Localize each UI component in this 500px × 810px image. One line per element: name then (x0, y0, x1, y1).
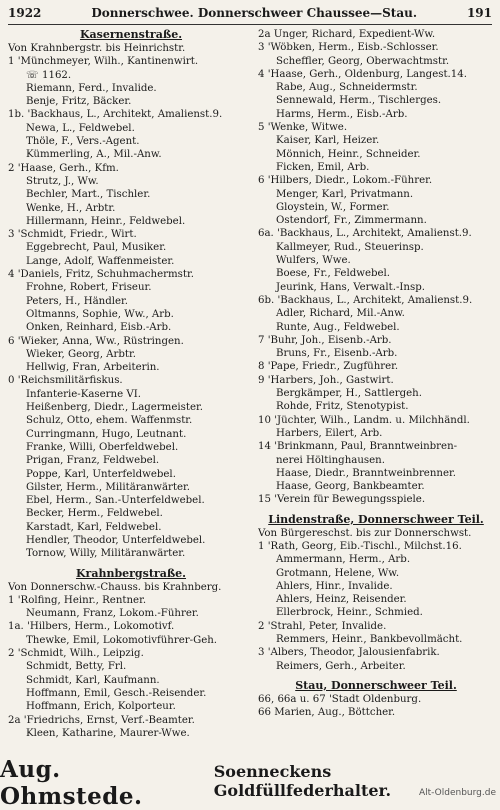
house-entry: 2a Unger, Richard, Expedient-Ww. (258, 29, 436, 40)
resident-entry: Franke, Willi, Oberfeldwebel. (26, 441, 179, 453)
house-entry: 1a. 'Hilbers, Herm., Lokomotivf. (8, 621, 175, 633)
resident-entry: Thöle, F., Vers.-Agent. (26, 136, 140, 148)
resident-entry: Grotmann, Helene, Ww. (276, 567, 400, 579)
resident-entry: Haase, Georg, Bankbeamter. (276, 481, 425, 493)
resident-entry: Rabe, Aug., Schneidermstr. (276, 82, 418, 94)
resident-entry: Harbers, Eilert, Arb. (276, 427, 383, 439)
right-column (258, 28, 494, 746)
resident-entry: Scheffler, Georg, Oberwachtmstr. (276, 55, 450, 67)
street-range: Von Krahnbergstr. bis Heinrichstr. (8, 43, 186, 54)
resident-entry: Rohde, Fritz, Stenotypist. (276, 401, 409, 413)
house-entry: 2 'Strahl, Peter, Invalide. (258, 620, 387, 632)
resident-entry: Infanterie-Kaserne VI. (26, 388, 141, 400)
house-entry: 2 'Haase, Gerh., Kfm. (8, 162, 119, 174)
page-number-right: 191 (466, 6, 492, 20)
house-entry: 1 'Rath, Georg, Eib.-Tischl., Milchst.16. (258, 540, 462, 552)
house-entry: 5 'Wenke, Witwe. (258, 122, 348, 134)
resident-entry: Gilster, Herm., Militäranwärter. (26, 481, 191, 493)
resident-entry: Ellerbrock, Heinr., Schmied. (276, 607, 423, 619)
resident-entry: Hellwig, Fran, Arbeiterin. (26, 362, 160, 374)
resident-entry: Tornow, Willy, Militäranwärter. (26, 548, 186, 560)
left-column (8, 28, 254, 746)
resident-entry: Mönnich, Heinr., Schneider. (276, 148, 421, 160)
street-range: Von Donnerschw.-Chauss. bis Krahnberg. (8, 581, 222, 593)
watermark: Alt-Oldenburg.de (418, 788, 496, 798)
resident-entry: Karstadt, Karl, Feldwebel. (26, 521, 162, 533)
resident-entry: Sennewald, Herm., Tischlerges. (276, 95, 442, 107)
resident-entry: Frohne, Robert, Friseur. (26, 282, 152, 294)
resident-entry: Becker, Herm., Feldwebel. (26, 508, 163, 520)
resident-entry: Prigan, Franz, Feldwebel. (26, 455, 160, 467)
house-entry: 4 'Daniels, Fritz, Schuhmachermstr. (8, 269, 194, 281)
resident-entry: Hoffmann, Erich, Kolporteur. (26, 701, 176, 713)
street-heading: Kasernenstraße. (79, 28, 183, 41)
resident-entry: Onken, Reinhard, Eisb.-Arb. (26, 322, 172, 334)
house-entry: 1 'Münchmeyer, Wilh., Kantinenwirt. (8, 56, 199, 68)
resident-entry: Gloystein, W., Former. (276, 201, 390, 213)
house-entry: 6b. 'Backhaus, L., Architekt, Amalienst.9. (258, 294, 473, 306)
resident-entry: ☏ 1162. (26, 69, 72, 81)
resident-entry: Strutz, J., Ww. (26, 175, 99, 187)
resident-entry: Ahlers, Hinr., Invalide. (276, 580, 393, 592)
house-entry: 14 'Brinkmann, Paul, Branntweinbren- (258, 441, 458, 453)
house-entry: 66 Marien, Aug., Böttcher. (258, 707, 396, 719)
resident-entry: Hillermann, Heinr., Feldwebel. (26, 215, 186, 227)
header-rule (8, 24, 492, 25)
resident-entry: Kümmerling, A., Mil.-Anw. (26, 149, 162, 161)
house-entry: 1b. 'Backhaus, L., Architekt, Amalienst.9. (8, 109, 223, 121)
resident-entry: Reimers, Gerh., Arbeiter. (276, 660, 406, 672)
resident-entry: Ebel, Herm., San.-Unterfeldwebel. (26, 495, 205, 507)
resident-entry: Hoffmann, Emil, Gesch.-Reisender. (26, 687, 207, 699)
resident-entry: Kallmeyer, Rud., Steuerinsp. (276, 241, 424, 253)
resident-entry: Poppe, Karl, Unterfeldwebel. (26, 468, 176, 480)
street-heading: Stau, Donnerschweer Teil. (295, 678, 457, 692)
resident-entry: Heißenberg, Diedr., Lagermeister. (26, 402, 203, 414)
house-entry: 2a 'Friedrichs, Ernst, Verf.-Beamter. (8, 714, 195, 726)
house-entry: 0 'Reichsmilitärfiskus. (8, 375, 123, 387)
resident-entry: Ammermann, Herm., Arb. (276, 554, 411, 566)
house-entry: 6 'Hilbers, Diedr., Lokom.-Führer. (258, 175, 433, 187)
resident-entry: Neumann, Franz, Lokom.-Führer. (26, 608, 199, 620)
resident-entry: Runte, Aug., Feldwebel. (276, 321, 400, 333)
resident-entry: Curringmann, Hugo, Leutnant. (26, 428, 187, 440)
resident-entry: Menger, Karl, Privatmann. (276, 188, 414, 200)
resident-entry: Newa, L., Feldwebel. (26, 122, 135, 134)
running-title: Donnerschwee. Donnerschweer Chaussee—Stau. (91, 6, 418, 20)
resident-entry: Schmidt, Karl, Kaufmann. (26, 674, 160, 686)
resident-entry: Kaiser, Karl, Heizer. (276, 135, 380, 147)
resident-entry: Bechler, Mart., Tischler. (26, 189, 151, 201)
house-entry: 2 'Schmidt, Wilh., Leipzig. (8, 648, 144, 660)
resident-entry: nerei Höltinghausen. (276, 454, 385, 466)
resident-entry: Kleen, Katharine, Maurer-Wwe. (26, 727, 190, 739)
resident-entry: Wulfers, Wwe. (276, 255, 351, 267)
resident-entry: Wieker, Georg, Arbtr. (26, 348, 137, 360)
street-heading: Lindenstraße, Donnerschweer Teil. (268, 512, 484, 526)
resident-entry: Bruns, Fr., Eisenb.-Arb. (276, 348, 398, 360)
resident-entry: Schulz, Otto, ehem. Waffenmstr. (26, 415, 193, 427)
resident-entry: Bergkämper, H., Sattlergeh. (276, 388, 422, 400)
street-range: Von Bürgereschst. bis zur Donnerschwst. (258, 527, 472, 539)
resident-entry: Harms, Herm., Eisb.-Arb. (276, 108, 408, 120)
street-heading: Krahnbergstraße. (75, 566, 187, 580)
page-header (8, 4, 492, 22)
house-entry: 7 'Buhr, Joh., Eisenb.-Arb. (258, 334, 392, 346)
resident-entry: Ficken, Emil, Arb. (276, 161, 370, 173)
house-entry: 3 'Schmidt, Friedr., Wirt. (8, 229, 137, 241)
resident-entry: Benje, Fritz, Bäcker. (26, 96, 132, 108)
resident-entry: Peters, H., Händler. (26, 295, 129, 307)
resident-entry: Wenke, H., Arbtr. (26, 202, 116, 214)
house-entry: 6a. 'Backhaus, L., Architekt, Amalienst.9. (258, 228, 472, 240)
ad-brand: Aug. Ohmstede. (0, 756, 143, 810)
resident-entry: Schmidt, Betty, Frl. (26, 661, 127, 673)
house-entry: 10 'Jüchter, Wilh., Landm. u. Milchhändl. (258, 414, 470, 426)
resident-entry: Ostendorf, Fr., Zimmermann. (276, 215, 427, 227)
resident-entry: Remmers, Heinr., Bankbevollmächt. (276, 634, 463, 646)
resident-entry: Riemann, Ferd., Invalide. (26, 82, 157, 94)
house-entry: 6 'Wieker, Anna, Ww., Rüstringen. (8, 335, 184, 347)
house-entry: 66, 66a u. 67 'Stadt Oldenburg. (258, 693, 422, 705)
resident-entry: Oltmanns, Sophie, Ww., Arb. (26, 308, 174, 320)
resident-entry: Ahlers, Heinz, Reisender. (276, 594, 407, 606)
house-entry: 4 'Haase, Gerh., Oldenburg, Langest.14. (258, 68, 467, 80)
resident-entry: Adler, Richard, Mil.-Anw. (276, 308, 405, 320)
resident-entry: Jeurink, Hans, Verwalt.-Insp. (276, 281, 425, 293)
resident-entry: Thewke, Emil, Lokomotivführer-Geh. (26, 634, 218, 646)
ad-slogan: Soenneckens Goldfüllfederhalter. (213, 762, 392, 800)
resident-entry: Haase, Diedr., Branntweinbrenner. (276, 467, 456, 479)
house-entry: 9 'Harbers, Joh., Gastwirt. (258, 374, 394, 386)
house-entry: 3 'Wöbken, Herm., Eisb.-Schlosser. (258, 42, 439, 54)
page-number-left: 1922 (8, 6, 42, 20)
house-entry: 3 'Albers, Theodor, Jalousienfabrik. (258, 647, 440, 659)
resident-entry: Eggebrecht, Paul, Musiker. (26, 242, 167, 254)
house-entry: 1 'Rolfing, Heinr., Rentner. (8, 594, 147, 606)
house-entry: 8 'Pape, Friedr., Zugführer. (258, 361, 399, 373)
resident-entry: Lange, Adolf, Waffenmeister. (26, 255, 175, 267)
house-entry: 15 'Verein für Bewegungsspiele. (258, 494, 426, 506)
resident-entry: Boese, Fr., Feldwebel. (276, 268, 391, 280)
resident-entry: Hendler, Theodor, Unterfeldwebel. (26, 534, 206, 546)
